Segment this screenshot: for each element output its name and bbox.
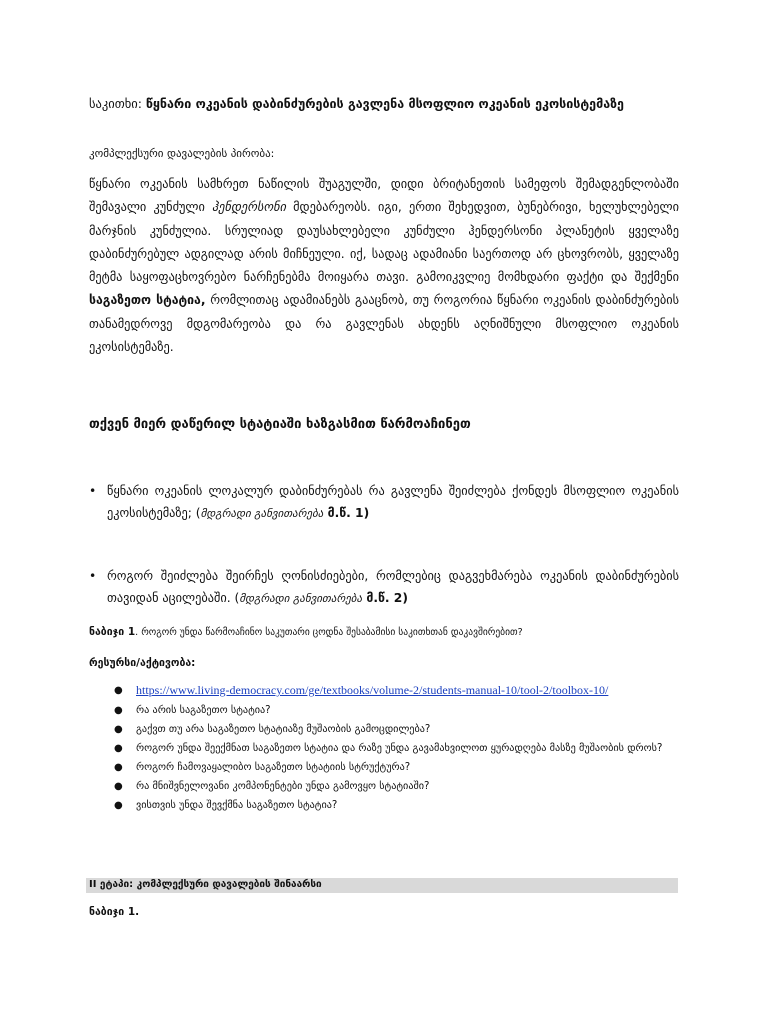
bullet-icon: ● [114, 800, 123, 811]
list-item-text: გაქვთ თუ არა საგაზეთო სტატიაზე მუშაობის გამოცდილება? [136, 724, 431, 735]
question-text: წყნარი ოკეანის ლოკალურ დაბინძურებას რა გავლენა შეიძლება ქონდეს მსოფლიო ოკეანის ეკოსისტემაზე; ( [107, 484, 679, 520]
condition-label: კომპლექსური დავალების პირობა: [89, 147, 275, 160]
bullet-icon: ● [114, 705, 123, 716]
question-italic: მდგრადი განვითარება [239, 592, 363, 605]
list-item-text: როგორ უნდა შეექმნათ საგაზეთო სტატია და რაზე უნდა გავამახვილოთ ყურადღება მასზე მუშაობის დროს? [136, 743, 663, 754]
bullet-icon: ● [114, 743, 123, 754]
stage2-heading-bar [86, 878, 678, 893]
step1-line [89, 626, 523, 638]
step1-text: . როგორ უნდა წარმოაჩინო საკუთარი ცოდნა შესაბამისი საკითხთან დაკავშირებით? [135, 627, 523, 638]
question-item [89, 565, 679, 610]
toolbox-link[interactable]: https://www.living-democracy.com/ge/textbooks/volume-2/students-manual-10/tool-2/toolbox-10/ [136, 683, 609, 697]
topic-line [89, 96, 689, 111]
list-item [110, 739, 680, 758]
topic-prefix: საკითხი: [89, 96, 146, 111]
intro-bold-article: საგაზეთო სტატია, [89, 293, 206, 308]
list-item [110, 681, 680, 701]
bullet-icon: • [89, 484, 97, 498]
bullet-icon: ● [114, 762, 123, 773]
question-ref: მ.წ. 2) [362, 591, 408, 605]
step1-bottom-label: ნაბიჯი 1. [89, 906, 140, 918]
topic-title: წყნარი ოკეანის დაბინძურების გავლენა მსოფლიო ოკეანის ეკოსისტემაზე [145, 96, 624, 111]
resources-label: რესურსი/აქტივობა: [89, 657, 196, 669]
intro-island-name: ჰენდერსონი [212, 200, 286, 215]
list-item-text: რა არის საგაზეთო სტატია? [136, 705, 271, 716]
resources-list [110, 681, 680, 815]
question-italic: მდგრადი განვითარება [200, 507, 324, 520]
step1-label: ნაბიჯი 1 [89, 626, 136, 638]
stage2-heading: II ეტაპი: კომპლექსური დავალების შინაარსი [89, 879, 322, 890]
list-item [110, 777, 680, 796]
question-item [89, 480, 679, 525]
bullet-icon: • [89, 569, 97, 583]
intro-text-3: რომლითაც ადამიანებს გააცნობ, თუ როგორია წყნარი ოკეანის დაბინძურების თანამედროვე მდგომარეობა და რა გავლენას ახდენს აღნიშნული მსოფლიო ოკეანის ეკოსისტემაზე. [89, 293, 680, 355]
intro-paragraph [89, 173, 679, 359]
question-ref: მ.წ. 1) [323, 506, 370, 520]
list-item-text: რა მნიშვნელოვანი კომპონენტები უნდა გამოვყო სტატიაში? [136, 781, 430, 792]
list-item-text: ვისთვის უნდა შევქმნა საგაზეთო სტატია? [136, 800, 338, 811]
bullet-icon: ● [114, 781, 123, 792]
list-item-text: როგორ ჩამოვაყალიბო საგაზეთო სტატიის სტრუქტურა? [136, 762, 411, 773]
task-heading: თქვენ მიერ დაწერილ სტატიაში ხაზგასმით წარმოაჩინეთ [89, 417, 471, 432]
list-item [110, 796, 680, 815]
list-item [110, 758, 680, 777]
question-list [89, 480, 679, 610]
list-item [110, 720, 680, 739]
bullet-icon: ● [114, 685, 123, 696]
list-item [110, 701, 680, 720]
intro-text-1: წყნარი ოკეანის სამხრეთ ნაწილის შუაგულში, დიდი ბრიტანეთის სამეფოს შემადგენლობაში შემავალი კუნძული [89, 177, 679, 215]
bullet-icon: ● [114, 724, 123, 735]
intro-text-2: მდებარეობს. იგი, ერთი შეხედვით, ბუნებრივი, ხელუხლებელი მარჯნის კუნძულია. სრულიად დაუსახლებელი კუნძული ჰენდერსონი პლანეტის ყველაზე დაბინძურებულ ადგილად არის მიჩნეული. იქ, სადაც ადამიანი საერთოდ არ ცხოვრობს, ყველაზე მეტმა საყოფაცხოვრებო ნარჩენებმა მოიყარა თავი. გამოიკვლიე მომხდარი ფაქტი და შექმენი [89, 200, 680, 285]
question-text: როგორ შეიძლება შეირჩეს ღონისძიებები, რომლებიც დაგვეხმარება ოკეანის დაბინძურების თავიდან აცილებაში. ( [107, 569, 679, 605]
